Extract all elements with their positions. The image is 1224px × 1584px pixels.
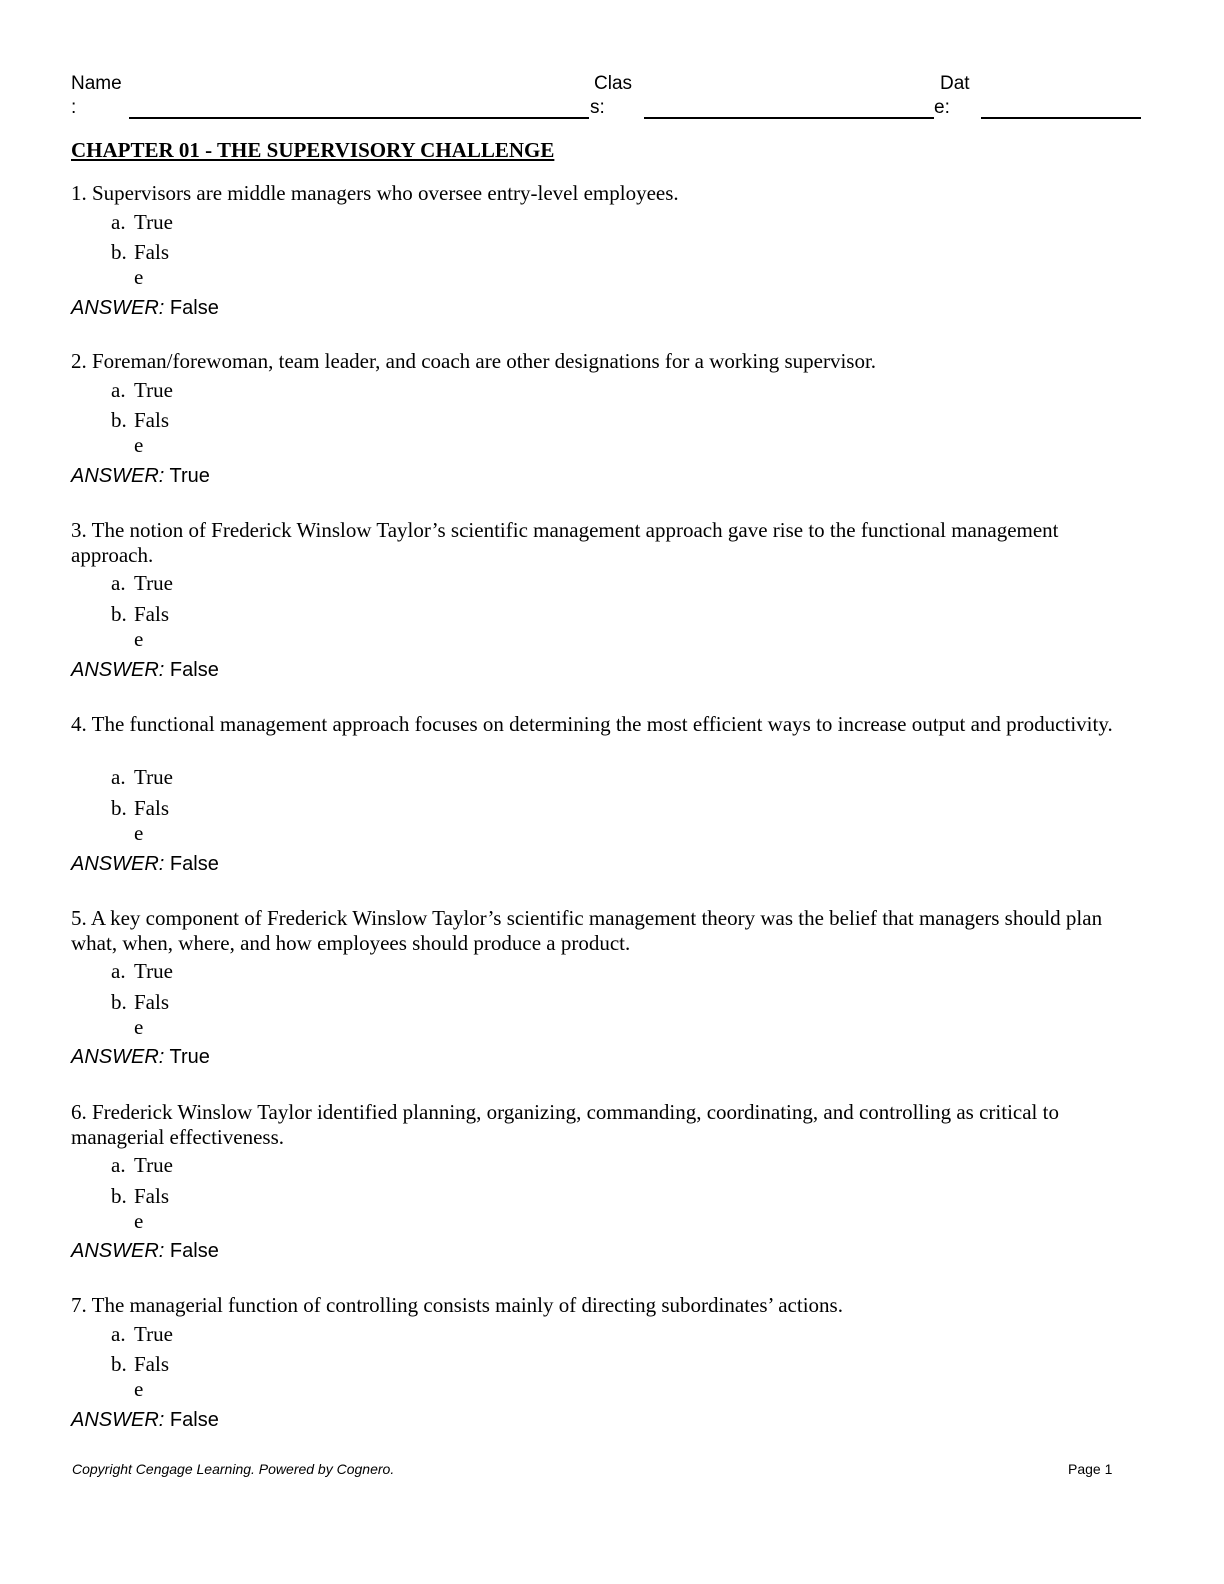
class-label: Clas xyxy=(594,73,633,94)
option-text: Fals xyxy=(134,602,170,626)
footer-copyright: Copyright Cengage Learning. Powered by Cognero. xyxy=(72,1461,395,1477)
answer-label: ANSWER: xyxy=(71,853,165,875)
answer-value: True xyxy=(169,465,210,487)
option-letter: a. xyxy=(111,210,126,234)
answer-label: ANSWER: xyxy=(71,1409,165,1431)
option-text: Fals xyxy=(134,1352,170,1376)
option-text-continued: e xyxy=(134,627,144,651)
option-letter: a. xyxy=(111,765,126,789)
answer-line xyxy=(71,1239,219,1263)
question-stem: 1. Supervisors are middle managers who oversee entry-level employees. xyxy=(71,181,679,205)
question-stem: 6. Frederick Winslow Taylor identified planning, organizing, commanding, coordinating, and controlling as critical to managerial effectiveness. xyxy=(71,1100,1059,1149)
option-text: True xyxy=(134,571,173,595)
question-stem: 5. A key component of Frederick Winslow Taylor’s scientific management theory was the belief that managers should plan what, when, where, and how employees should produce a product. xyxy=(71,906,1103,955)
option-letter: b. xyxy=(111,408,127,432)
option-letter: a. xyxy=(111,571,126,595)
option-text: True xyxy=(134,1322,173,1346)
option-text: True xyxy=(134,959,173,983)
answer-label: ANSWER: xyxy=(71,659,165,681)
option-text: True xyxy=(134,1153,173,1177)
option-text: True xyxy=(134,210,173,234)
option-text-continued: e xyxy=(134,265,144,289)
answer-line xyxy=(71,1045,210,1069)
answer-label: ANSWER: xyxy=(71,1046,165,1068)
option-letter: b. xyxy=(111,602,127,626)
class-label-suffix: s: xyxy=(590,97,605,118)
answer-label: ANSWER: xyxy=(71,465,165,487)
answer-value: False xyxy=(169,659,219,681)
answer-line xyxy=(71,658,219,682)
option-letter: a. xyxy=(111,1322,126,1346)
option-text: True xyxy=(134,765,173,789)
name-label: Name xyxy=(71,73,122,94)
option-text-continued: e xyxy=(134,1377,144,1401)
option-text: Fals xyxy=(134,240,170,264)
option-letter: a. xyxy=(111,1153,126,1177)
answer-value: True xyxy=(169,1046,210,1068)
answer-label: ANSWER: xyxy=(71,1240,165,1262)
option-letter: a. xyxy=(111,959,126,983)
date-label-suffix: e: xyxy=(934,97,950,118)
option-letter: b. xyxy=(111,1352,127,1376)
option-text: Fals xyxy=(134,990,170,1014)
answer-line xyxy=(71,852,219,876)
option-text-continued: e xyxy=(134,433,144,457)
option-text-continued: e xyxy=(134,1015,144,1039)
footer-page-number: Page 1 xyxy=(1068,1461,1113,1477)
name-field-line xyxy=(129,117,589,119)
class-field-line xyxy=(644,117,934,119)
answer-value: False xyxy=(169,1409,219,1431)
answer-value: False xyxy=(169,1240,219,1262)
option-text: Fals xyxy=(134,1184,170,1208)
option-letter: b. xyxy=(111,796,127,820)
option-letter: b. xyxy=(111,240,127,264)
option-text: Fals xyxy=(134,796,170,820)
date-field-line xyxy=(981,117,1141,119)
name-label-colon: : xyxy=(71,97,77,118)
answer-value: False xyxy=(169,853,219,875)
question-stem: 7. The managerial function of controlling consists mainly of directing subordinates’ actions. xyxy=(71,1293,843,1317)
answer-value: False xyxy=(169,297,219,319)
option-letter: b. xyxy=(111,990,127,1014)
option-letter: b. xyxy=(111,1184,127,1208)
option-text-continued: e xyxy=(134,1209,144,1233)
option-text-continued: e xyxy=(134,821,144,845)
answer-label: ANSWER: xyxy=(71,297,165,319)
option-text: Fals xyxy=(134,408,170,432)
question-stem: 2. Foreman/forewoman, team leader, and coach are other designations for a working supervisor. xyxy=(71,349,877,373)
question-stem: 3. The notion of Frederick Winslow Taylor’s scientific management approach gave rise to the functional management approach. xyxy=(71,518,1059,567)
answer-line xyxy=(71,1408,219,1432)
option-letter: a. xyxy=(111,378,126,402)
answer-line xyxy=(71,464,210,488)
option-text: True xyxy=(134,378,173,402)
date-label: Dat xyxy=(940,73,970,94)
answer-line xyxy=(71,296,219,320)
chapter-title: CHAPTER 01 - THE SUPERVISORY CHALLENGE xyxy=(71,138,555,162)
question-stem: 4. The functional management approach focuses on determining the most efficient ways to increase output and productivity. xyxy=(71,712,1113,736)
